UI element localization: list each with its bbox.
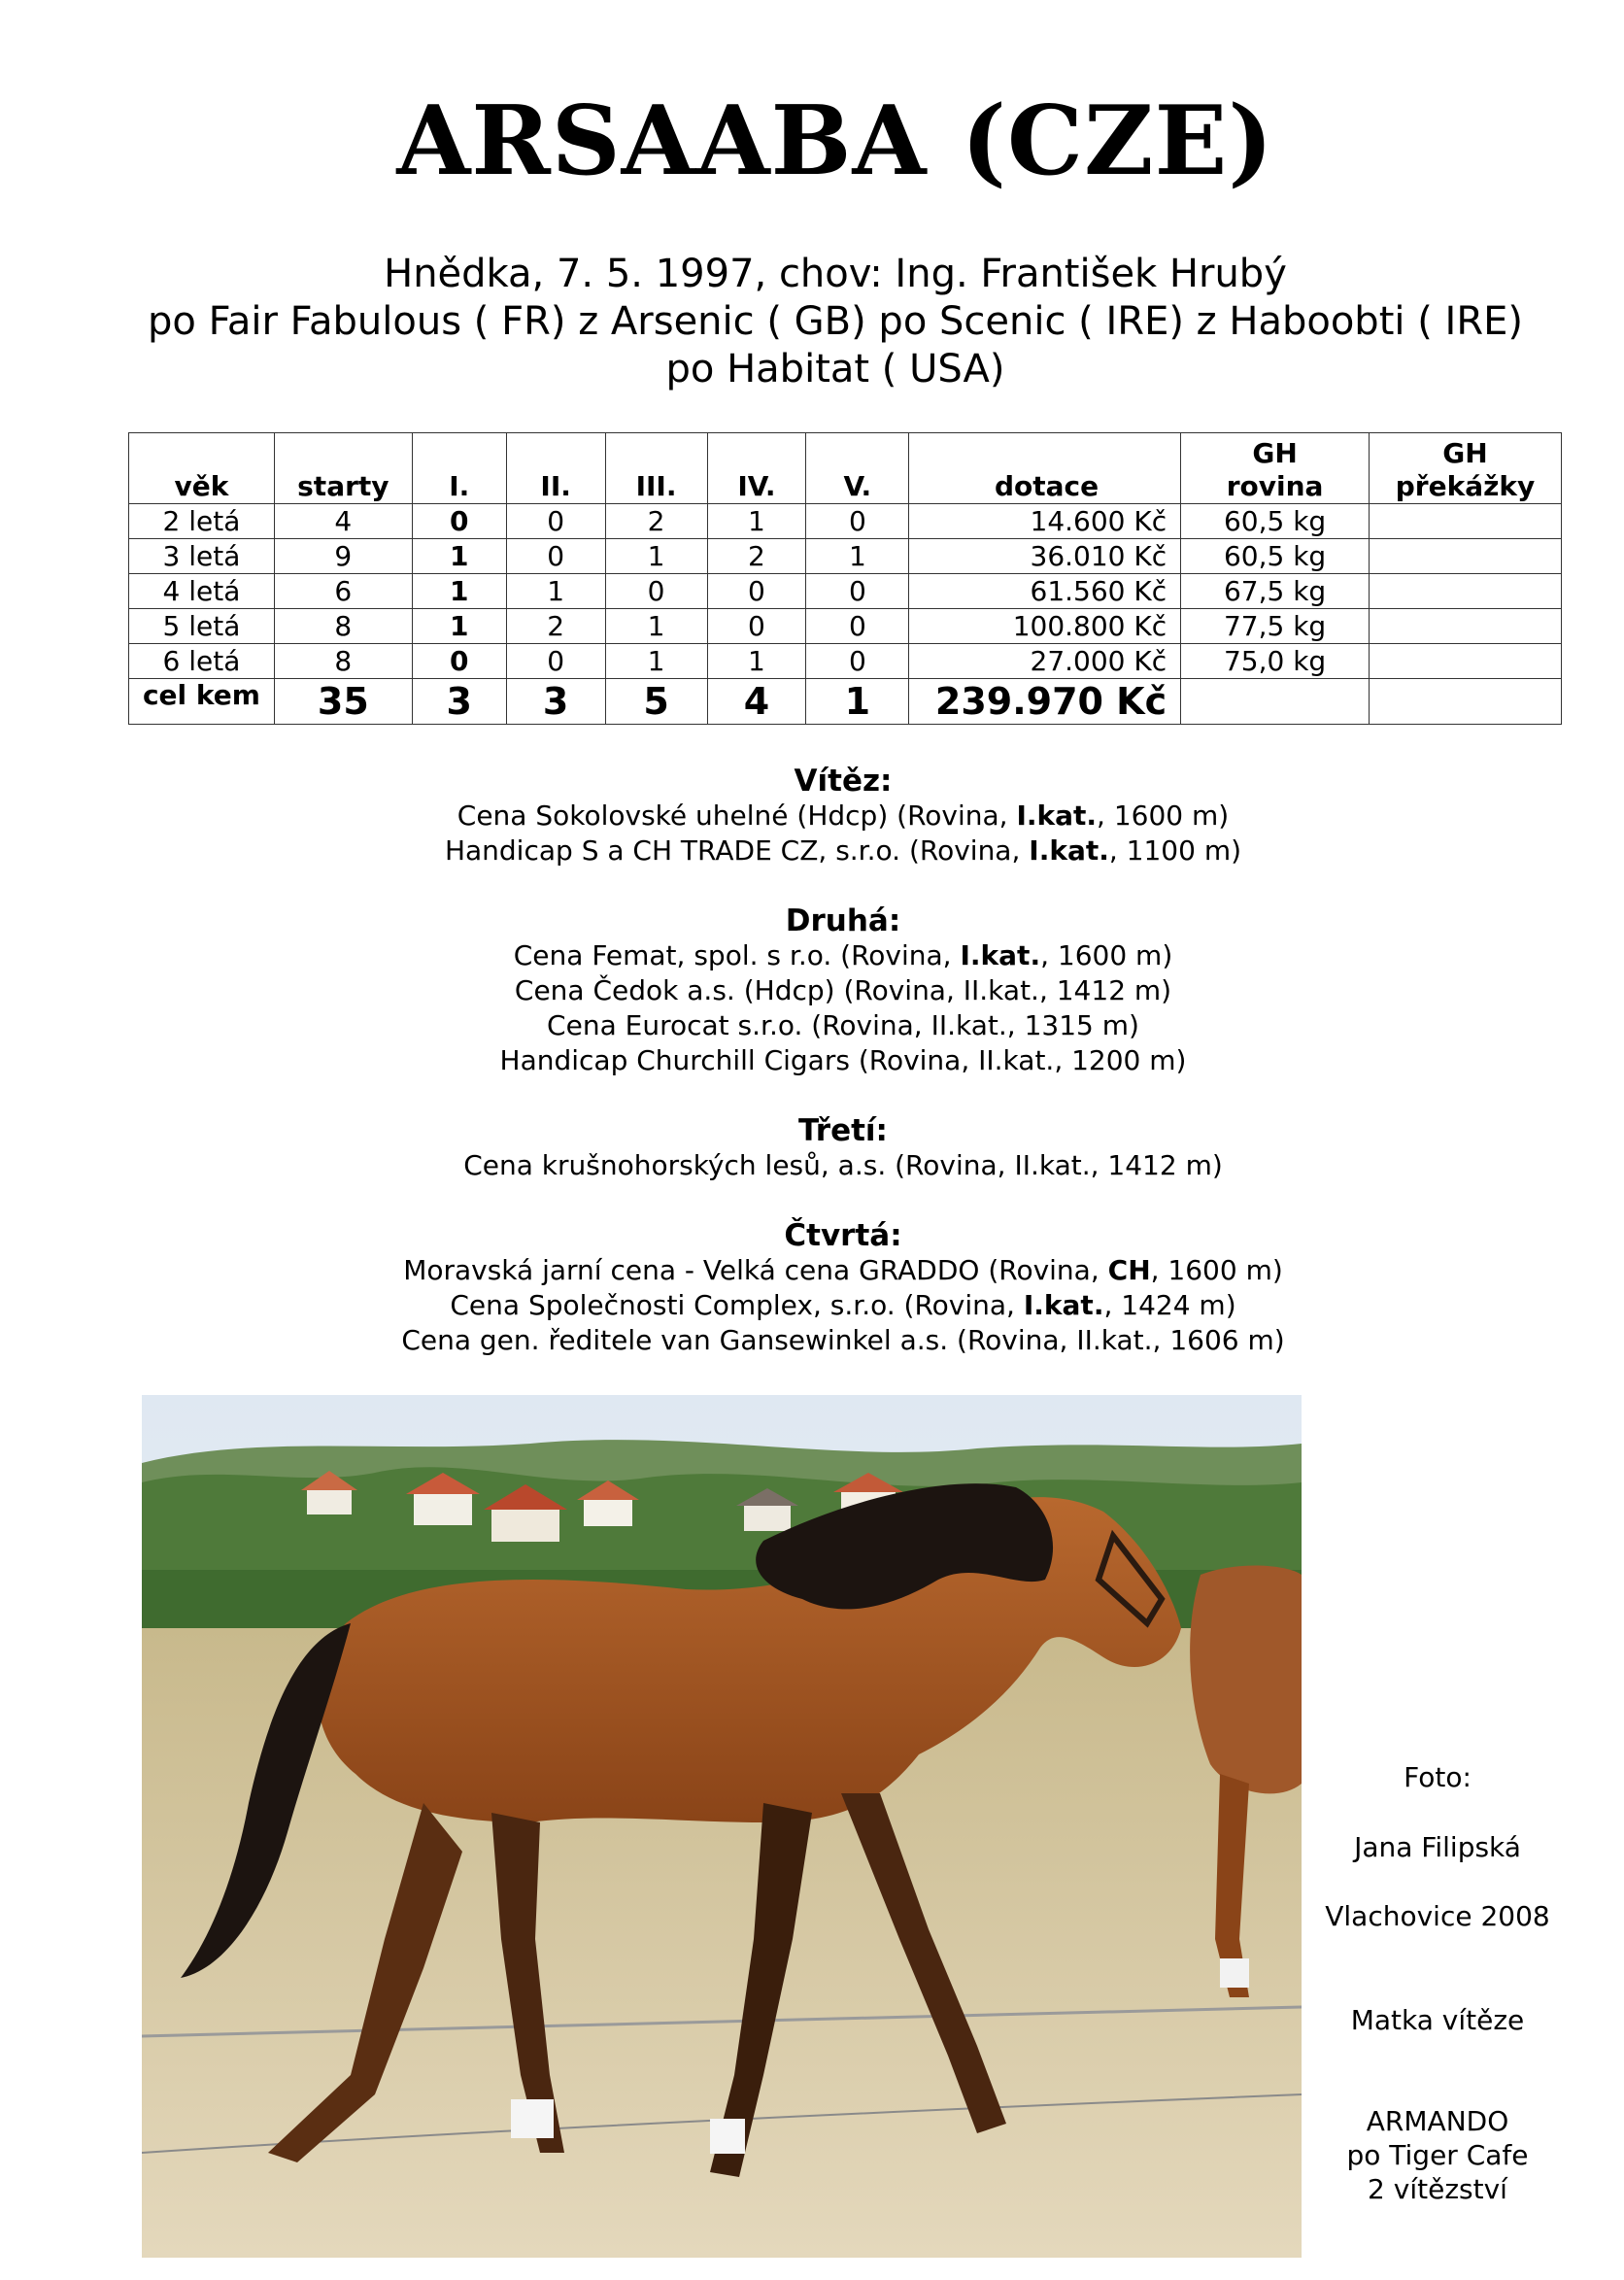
cell-third: 1 <box>605 539 707 574</box>
cell-fifth: 0 <box>806 574 909 609</box>
race-results <box>0 764 1624 1358</box>
offspring-sire: po Tiger Cafe <box>1346 2139 1529 2171</box>
cell-second: 2 <box>506 609 605 644</box>
result-category: I.kat. <box>1023 1289 1104 1321</box>
cell-second: 1 <box>506 574 605 609</box>
cell-first: 0 <box>412 644 506 679</box>
offspring-name: ARMANDO <box>1366 2105 1509 2137</box>
table-total-row <box>129 679 1562 725</box>
result-text: Cena Eurocat s.r.o. (Rovina, II.kat., 1315 m) <box>547 1009 1139 1041</box>
table-row <box>129 644 1562 679</box>
cell-gh-flat: 60,5 kg <box>1181 504 1370 539</box>
cell-fifth: 0 <box>806 644 909 679</box>
result-text: Cena Čedok a.s. (Hdcp) (Rovina, II.kat., 1412 m) <box>514 974 1172 1006</box>
result-text-end: , 1600 m) <box>1040 939 1173 971</box>
cell-fifth: 0 <box>806 609 909 644</box>
header-gh-jump-1: GH <box>1442 437 1488 469</box>
cell-second: 0 <box>506 644 605 679</box>
header-gh-flat-1: GH <box>1252 437 1298 469</box>
cell-age: 5 letá <box>129 609 275 644</box>
horse-name-title: ARSAABA (CZE) <box>396 85 1274 197</box>
total-fifth: 1 <box>806 679 909 725</box>
total-fourth: 4 <box>707 679 806 725</box>
cell-age: 3 letá <box>129 539 275 574</box>
result-text-end: , 1600 m) <box>1150 1254 1283 1286</box>
total-first: 3 <box>412 679 506 725</box>
result-item <box>0 938 1624 973</box>
cell-gh-flat: 75,0 kg <box>1181 644 1370 679</box>
cell-fourth: 1 <box>707 504 806 539</box>
header-prize: dotace <box>909 433 1181 504</box>
cell-starts: 4 <box>274 504 412 539</box>
white-sock <box>511 2099 554 2138</box>
table-header-row <box>129 433 1562 504</box>
total-label: cel kem <box>129 679 275 725</box>
result-text: Handicap S a CH TRADE CZ, s.r.o. (Rovina, <box>444 834 1030 867</box>
cell-starts: 9 <box>274 539 412 574</box>
header-gh-flat <box>1181 433 1370 504</box>
cell-starts: 6 <box>274 574 412 609</box>
result-text-end: , 1100 m) <box>1108 834 1242 867</box>
cell-age: 6 letá <box>129 644 275 679</box>
cell-age: 2 letá <box>129 504 275 539</box>
header-fifth: V. <box>806 433 909 504</box>
cell-fifth: 0 <box>806 504 909 539</box>
header-gh-flat-2: rovina <box>1226 470 1324 502</box>
cell-gh-jump <box>1370 574 1562 609</box>
total-starts: 35 <box>274 679 412 725</box>
offspring-wins: 2 vítězství <box>1368 2173 1507 2205</box>
total-gh-jump <box>1370 679 1562 725</box>
result-item <box>0 1288 1624 1323</box>
cell-fourth: 0 <box>707 574 806 609</box>
result-text: Cena Femat, spol. s r.o. (Rovina, <box>513 939 961 971</box>
total-prize: 239.970 Kč <box>909 679 1181 725</box>
cell-fourth: 1 <box>707 644 806 679</box>
header-third: III. <box>605 433 707 504</box>
cell-gh-jump <box>1370 644 1562 679</box>
table-row <box>129 609 1562 644</box>
cell-gh-jump <box>1370 609 1562 644</box>
header-gh-jump-2: překážky <box>1395 470 1536 502</box>
result-item <box>0 799 1624 834</box>
horse-color-birth-breeder: Hnědka, 7. 5. 1997, chov: Ing. František Hrubý <box>384 252 1287 296</box>
cell-first: 0 <box>412 504 506 539</box>
table-row <box>129 539 1562 574</box>
cell-age: 4 letá <box>129 574 275 609</box>
result-text: Cena Společnosti Complex, s.r.o. (Rovina, <box>450 1289 1024 1321</box>
cell-prize: 27.000 Kč <box>909 644 1181 679</box>
cell-starts: 8 <box>274 609 412 644</box>
table-row <box>129 504 1562 539</box>
result-text: Moravská jarní cena - Velká cena GRADDO (Rovina, <box>403 1254 1108 1286</box>
horse-info <box>0 251 1624 393</box>
photographer-name: Jana Filipská <box>1354 1831 1521 1863</box>
cell-fourth: 0 <box>707 609 806 644</box>
cell-second: 0 <box>506 504 605 539</box>
cell-gh-jump <box>1370 539 1562 574</box>
result-item <box>0 973 1624 1008</box>
cell-first: 1 <box>412 574 506 609</box>
horse-pedigree-cont: po Habitat ( USA) <box>665 347 1005 391</box>
result-category: I.kat. <box>1016 800 1098 832</box>
header-gh-jump <box>1370 433 1562 504</box>
cell-prize: 14.600 Kč <box>909 504 1181 539</box>
cell-gh-flat: 77,5 kg <box>1181 609 1370 644</box>
header-age: věk <box>129 433 275 504</box>
total-third: 5 <box>605 679 707 725</box>
result-text: Cena gen. ředitele van Gansewinkel a.s. (Rovina, II.kat., 1606 m) <box>401 1324 1285 1356</box>
horse-photo <box>142 1395 1302 2258</box>
cell-third: 1 <box>605 644 707 679</box>
header-fourth: IV. <box>707 433 806 504</box>
cell-third: 1 <box>605 609 707 644</box>
cell-first: 1 <box>412 609 506 644</box>
result-text-end: , 1424 m) <box>1103 1289 1236 1321</box>
cell-first: 1 <box>412 539 506 574</box>
fourth-heading: Čtvrtá: <box>784 1218 902 1253</box>
cell-third: 2 <box>605 504 707 539</box>
total-second: 3 <box>506 679 605 725</box>
cell-prize: 36.010 Kč <box>909 539 1181 574</box>
photo-place-year: Vlachovice 2008 <box>1325 1900 1550 1932</box>
result-item <box>0 1323 1624 1358</box>
cell-second: 0 <box>506 539 605 574</box>
cell-fifth: 1 <box>806 539 909 574</box>
photo-credit-label: Foto: <box>1404 1761 1472 1793</box>
winner-heading: Vítěz: <box>794 764 893 799</box>
result-category: I.kat. <box>960 939 1041 971</box>
cell-gh-jump <box>1370 504 1562 539</box>
cell-third: 0 <box>605 574 707 609</box>
result-text: Handicap Churchill Cigars (Rovina, II.kat., 1200 m) <box>499 1044 1187 1076</box>
header-second: II. <box>506 433 605 504</box>
result-item <box>0 1148 1624 1183</box>
result-category: CH <box>1107 1254 1151 1286</box>
result-text-end: , 1600 m) <box>1097 800 1230 832</box>
result-text: Cena Sokolovské uhelné (Hdcp) (Rovina, <box>457 800 1017 832</box>
result-item <box>0 1008 1624 1043</box>
result-category: I.kat. <box>1029 834 1109 867</box>
cell-prize: 61.560 Kč <box>909 574 1181 609</box>
horse-photo-illustration <box>142 1395 1302 2258</box>
total-gh-flat <box>1181 679 1370 725</box>
result-text: Cena krušnohorských lesů, a.s. (Rovina, II.kat., 1412 m) <box>463 1149 1223 1181</box>
horse-pedigree: po Fair Fabulous ( FR) z Arsenic ( GB) po Scenic ( IRE) z Haboobti ( IRE) <box>147 299 1523 344</box>
white-sock-front <box>710 2119 745 2154</box>
result-item <box>0 834 1624 868</box>
race-record-table <box>128 432 1562 725</box>
cell-gh-flat: 60,5 kg <box>1181 539 1370 574</box>
table-row <box>129 574 1562 609</box>
cell-fourth: 2 <box>707 539 806 574</box>
result-item <box>0 1253 1624 1288</box>
result-item <box>0 1043 1624 1078</box>
dam-of-label: Matka vítěze <box>1350 2004 1525 2036</box>
header-first: I. <box>412 433 506 504</box>
cell-prize: 100.800 Kč <box>909 609 1181 644</box>
second-heading: Druhá: <box>785 903 901 938</box>
third-heading: Třetí: <box>798 1113 888 1148</box>
cell-gh-flat: 67,5 kg <box>1181 574 1370 609</box>
cell-starts: 8 <box>274 644 412 679</box>
header-starts: starty <box>274 433 412 504</box>
